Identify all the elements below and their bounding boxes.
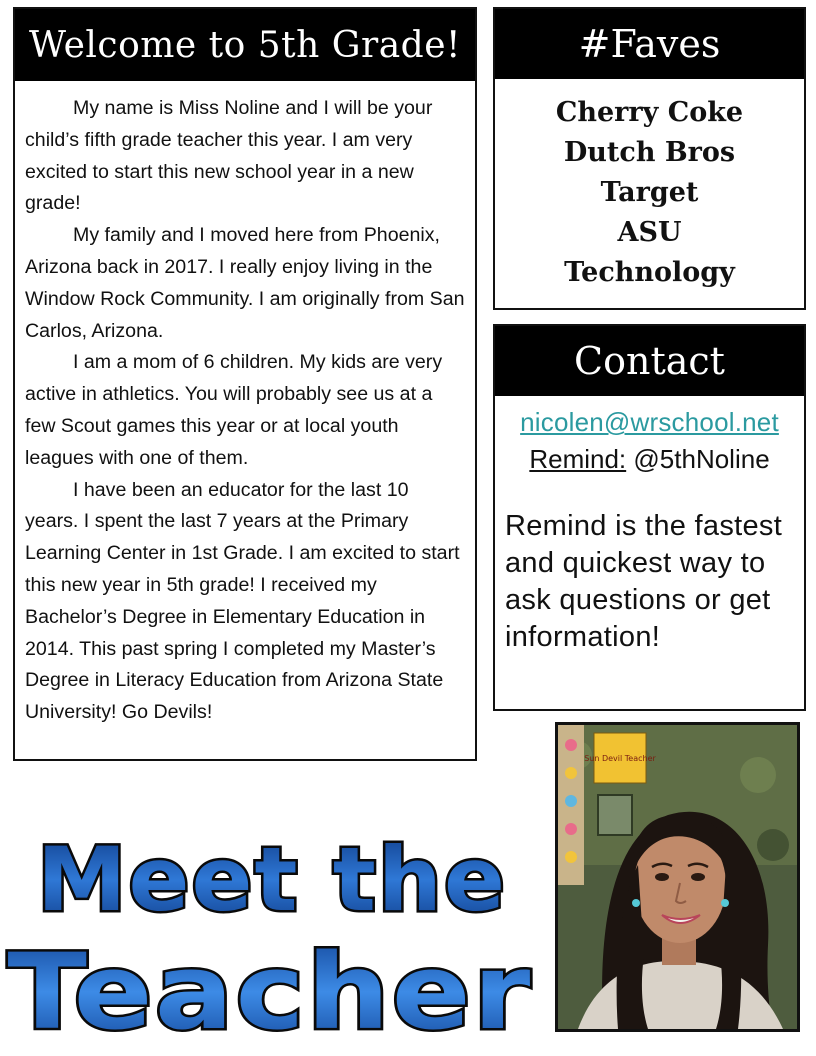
contact-note: Remind is the fastest and quickest way to ask questions or get information! bbox=[505, 510, 783, 653]
contact-body bbox=[495, 396, 804, 656]
welcome-paragraph-educator: I have been an educator for the last 10 years. I spent the last 7 years at the Primary Learning Center in 1st Grade. I am excited to start this new year in 5th grade! I received my Bachelor’s Degree in Elementary Education in 2014. This past spring I completed my Master’s Degree in Literacy Education from Arizona State University! Go Devils! bbox=[25, 478, 460, 724]
contact-remind bbox=[505, 440, 794, 478]
photo-sign-text: Sun Devil Teacher bbox=[584, 754, 656, 763]
faves-title: #Faves bbox=[495, 9, 804, 79]
remind-label: Remind: bbox=[529, 444, 627, 474]
welcome-body bbox=[15, 81, 475, 729]
faves-list bbox=[495, 79, 804, 293]
welcome-paragraph-intro: My name is Miss Noline and I will be your child’s fifth grade teacher this year. I am very excited to start this new school year in a new grade! bbox=[25, 97, 433, 215]
fave-item: ASU bbox=[617, 217, 682, 248]
fave-item: Cherry Coke bbox=[555, 97, 744, 128]
teacher-photo-illustration bbox=[558, 725, 797, 1029]
teacher-photo bbox=[555, 722, 800, 1032]
welcome-panel bbox=[13, 7, 477, 761]
remind-handle: @5thNoline bbox=[633, 444, 770, 474]
fave-item: Dutch Bros bbox=[563, 137, 736, 168]
meet-the-teacher-banner bbox=[0, 818, 545, 1053]
welcome-title: Welcome to 5th Grade! bbox=[15, 9, 475, 81]
banner-line-2: Teacher bbox=[7, 931, 533, 1053]
contact-email-link[interactable]: nicolen@wrschool.net bbox=[520, 407, 779, 437]
fave-item: Technology bbox=[564, 257, 735, 288]
banner-line-1: Meet the bbox=[37, 828, 507, 931]
welcome-paragraph-kids: I am a mom of 6 children. My kids are very active in athletics. You will probably see us at a few Scout games this year or at local youth leagues with one of them. bbox=[25, 351, 443, 469]
faves-panel bbox=[493, 7, 806, 310]
welcome-paragraph-family: My family and I moved here from Phoenix, Arizona back in 2017. I really enjoy living in the Window Rock Community. I am originally from San Carlos, Arizona. bbox=[25, 224, 465, 342]
fave-item: Target bbox=[600, 177, 699, 208]
contact-title: Contact bbox=[495, 326, 804, 396]
contact-panel bbox=[493, 324, 806, 711]
